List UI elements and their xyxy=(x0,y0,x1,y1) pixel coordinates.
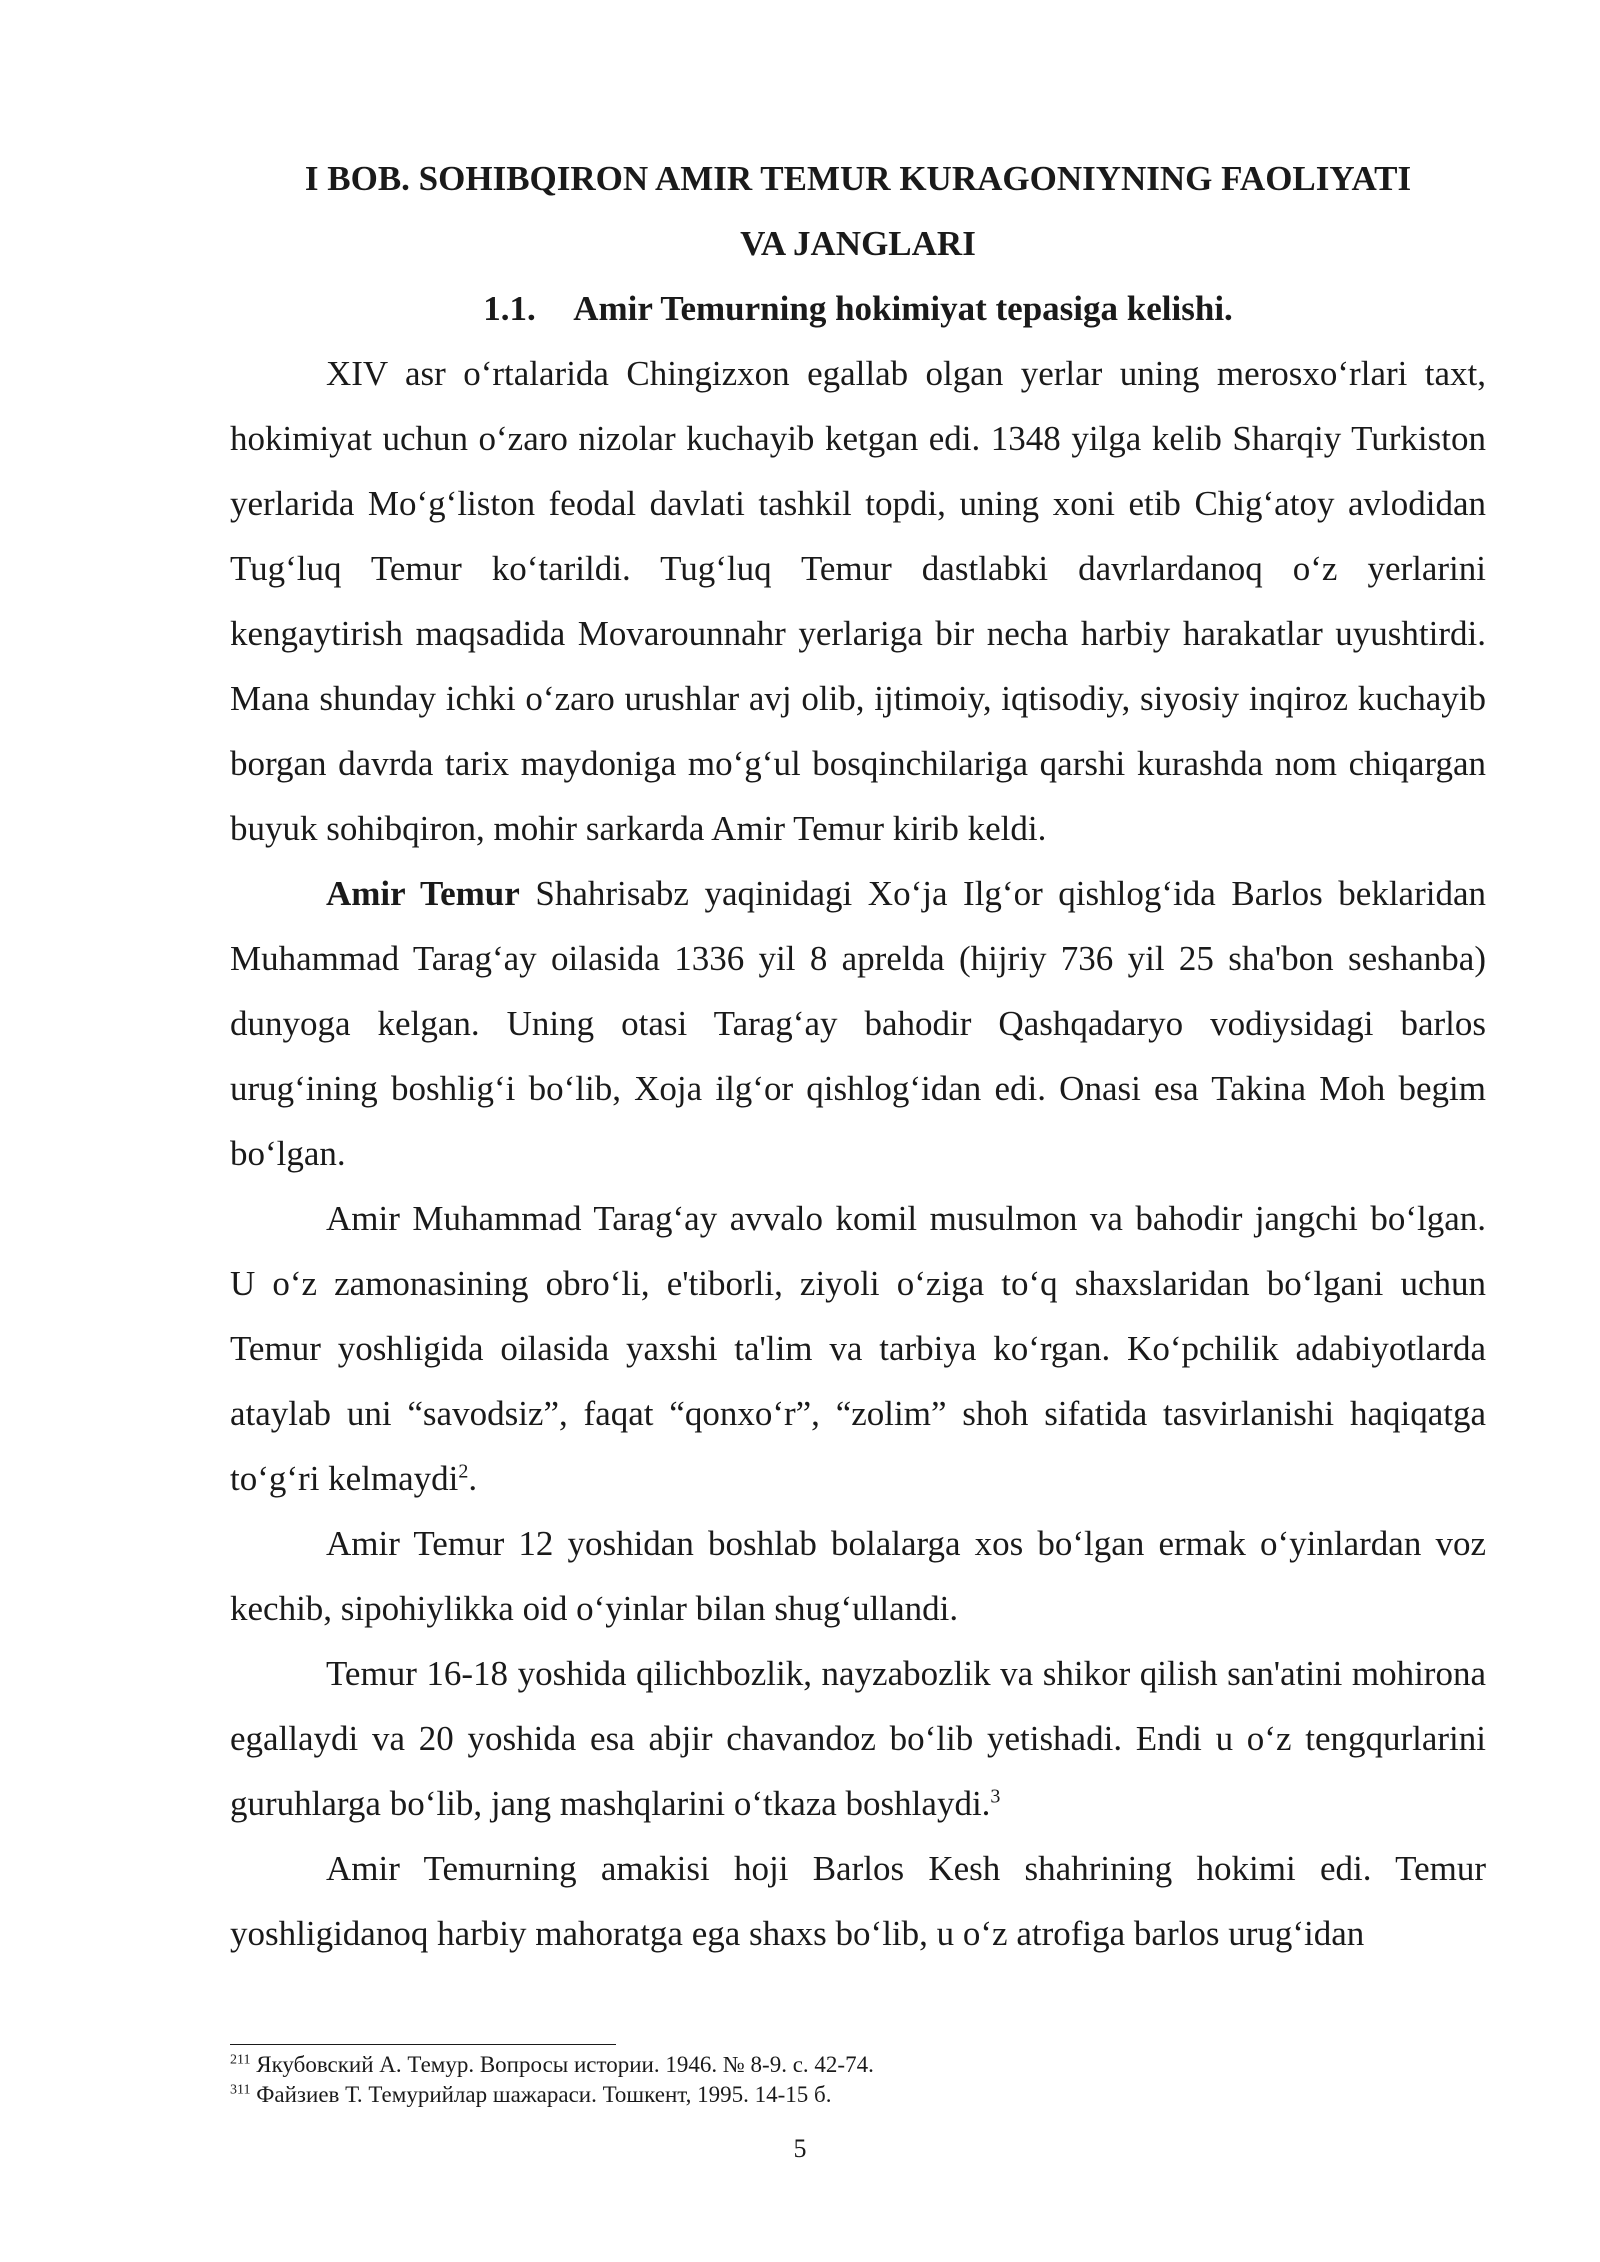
footnote-marker: 211 xyxy=(230,2052,251,2068)
paragraph-5-text: Temur 16-18 yoshida qilichbozlik, nayzabozlik va shikor qilish san'atini mohirona egallaydi va 20 yoshida esa abjir chavandoz bo‘lib yetishadi. Endi u o‘z tengqurlarini guruhlarga bo‘lib, jang mashqlarini o‘tkaza boshlaydi. xyxy=(230,1654,1486,1823)
footnote-ref-2[interactable]: 2 xyxy=(458,1460,469,1483)
footnote-separator xyxy=(230,2044,616,2045)
chapter-title-line-1: I BOB. SOHIBQIRON AMIR TEMUR KURAGONIYNING FAOLIYATI xyxy=(304,159,1412,198)
paragraph-5 xyxy=(230,1641,1486,1836)
page-number: 5 xyxy=(793,2134,807,2163)
paragraph-3-text: Amir Muhammad Tarag‘ay avvalo komil musulmon va bahodir jangchi bo‘lgan. U o‘z zamonasining obro‘li, e'tiborli, ziyoli o‘ziga to‘q shaxslaridan bo‘lgani uchun Temur yoshligida oilasida yaxshi ta'lim va tarbiya ko‘rgan. Ko‘pchilik adabiyotlarda ataylab uni “savodsiz”, faqat “qonxo‘r”, “zolim” shoh sifatida tasvirlanishi haqiqatga to‘g‘ri kelmaydi xyxy=(230,1199,1486,1498)
chapter-title xyxy=(230,146,1486,276)
paragraph-2-text: Shahrisabz yaqinidagi Xo‘ja Ilg‘or qishlog‘ida Barlos beklaridan Muhammad Tarag‘ay oilasida 1336 yil 8 aprelda (hijriy 736 yil 25 sha'bon seshanba) dunyoga kelgan. Uning otasi Tarag‘ay bahodir Qashqadaryo vodiysidagi barlos urug‘ining boshlig‘i bo‘lib, Xoja ilg‘or qishlog‘idan edi. Onasi esa Takina Moh begim bo‘lgan. xyxy=(230,874,1486,1173)
page-body xyxy=(230,146,1486,1966)
paragraph-2-bold-lead: Amir Temur xyxy=(326,874,520,913)
section-number: 1.1. xyxy=(483,289,536,328)
paragraph-6: Amir Temurning amakisi hoji Barlos Kesh shahrining hokimi edi. Temur yoshligidanoq harbiy mahoratga ega shaxs bo‘lib, u o‘z atrofiga barlos urug‘idan xyxy=(230,1849,1486,1953)
footnote-marker: 311 xyxy=(230,2082,251,2098)
paragraph-3-end: . xyxy=(468,1459,478,1498)
paragraph-4: Amir Temur 12 yoshidan boshlab bolalarga xos bo‘lgan ermak o‘yinlardan voz kechib, sipohiylikka oid o‘yinlar bilan shug‘ullandi. xyxy=(230,1524,1486,1628)
section-title xyxy=(230,276,1486,341)
footnote-item xyxy=(230,2050,1486,2080)
paragraph-1: XIV asr o‘rtalarida Chingizxon egallab olgan yerlar uning merosxo‘rlari taxt, hokimiyat uchun o‘zaro nizolar kuchayib ketgan edi. 1348 yilga kelib Sharqiy Turkiston yerlarida Mo‘g‘liston feodal davlati tashkil topdi, uning xoni etib Chig‘atoy avlodidan Tug‘luq Temur ko‘tarildi. Tug‘luq Temur dastlabki davrlardanoq o‘z yerlarini kengaytirish maqsadida Movarounnahr yerlariga bir necha harbiy harakatlar uyushtirdi. Mana shunday ichki o‘zaro urushlar avj olib, ijtimoiy, iqtisodiy, siyosiy inqiroz kuchayib borgan davrda tarix maydoniga mo‘g‘ul bosqinchilariga qarshi kurashda nom chiqargan buyuk sohibqiron, mohir sarkarda Amir Temur kirib keldi. xyxy=(230,354,1486,848)
paragraph-2 xyxy=(230,861,1486,1186)
footnote-text: Якубовский А. Темур. Вопросы истории. 1946. № 8-9. с. 42-74. xyxy=(250,2052,874,2077)
footnote-item xyxy=(230,2080,1486,2110)
footnote-text: Файзиев Т. Темурийлар шажараси. Тошкент, 1995. 14-15 б. xyxy=(250,2082,832,2107)
section-title-text: Amir Temurning hokimiyat tepasiga kelishi. xyxy=(573,289,1233,328)
footnote-ref-3[interactable]: 3 xyxy=(990,1785,1001,1808)
footnotes xyxy=(230,2050,1486,2110)
paragraph-3 xyxy=(230,1186,1486,1511)
chapter-title-line-2: VA JANGLARI xyxy=(740,224,976,263)
